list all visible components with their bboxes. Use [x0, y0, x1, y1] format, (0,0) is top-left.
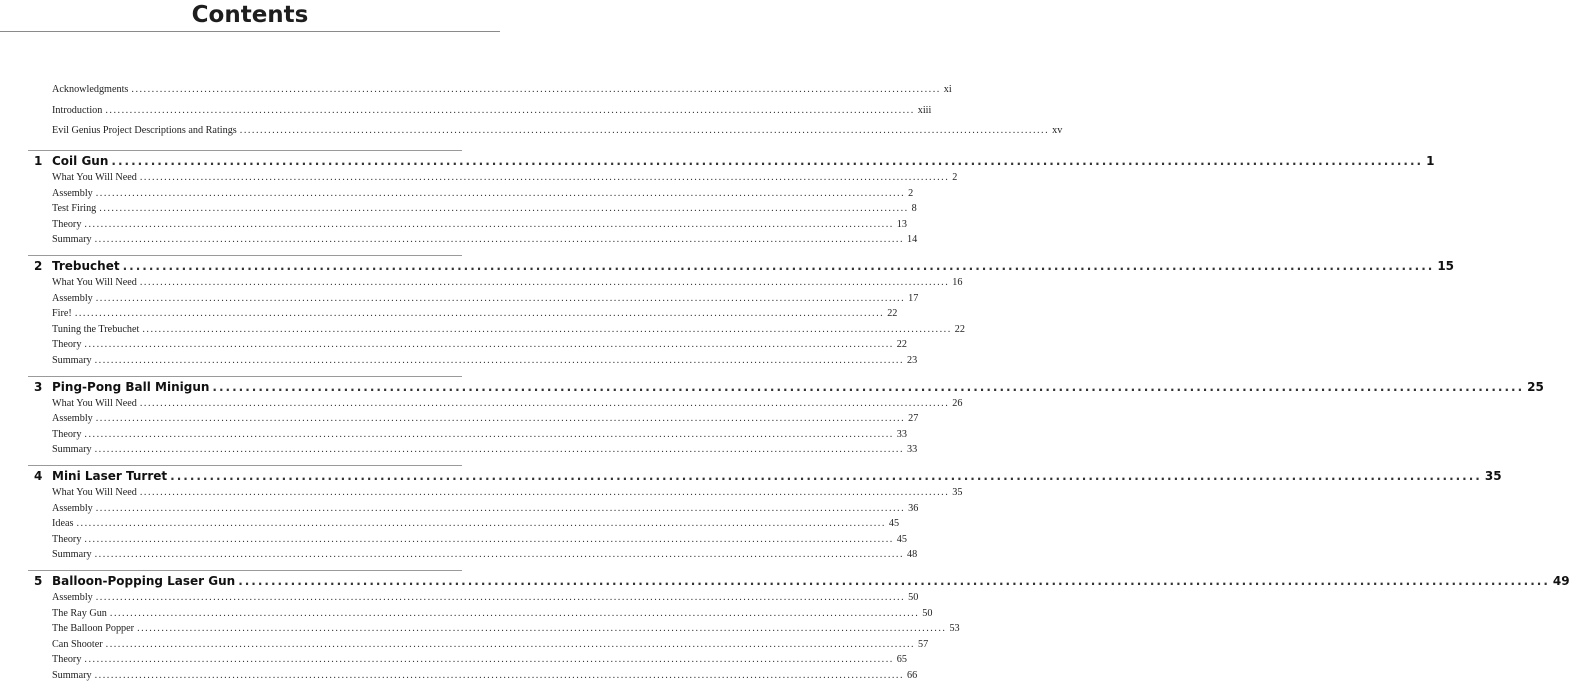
dot-leader: ........................................................................................................................................................................................................ — [95, 413, 906, 425]
chapter-number: 2 — [34, 259, 43, 273]
chapter-title — [34, 154, 108, 168]
page-number: 33 — [907, 444, 918, 456]
entry-label: Fire! — [52, 308, 72, 320]
page-number: xv — [1052, 125, 1063, 136]
page-number: 14 — [907, 234, 918, 246]
chapter-heading[interactable] — [34, 469, 1502, 483]
section-entry[interactable] — [52, 292, 919, 304]
page-number: 45 — [896, 533, 907, 545]
dot-leader: ........................................................................................................................................................................................................ — [74, 308, 885, 320]
page-number: 48 — [907, 549, 918, 561]
chapter-divider — [28, 376, 462, 377]
section-entry[interactable] — [52, 413, 919, 425]
entry-label: Summary — [52, 444, 92, 456]
section-entry[interactable] — [52, 654, 907, 666]
section-entry[interactable] — [52, 444, 918, 456]
entry-label: Acknowledgments — [52, 84, 129, 95]
page-number: 57 — [918, 638, 929, 650]
dot-leader: ........................................................................................................................................................................................................ — [111, 154, 1424, 168]
entry-label: Summary — [52, 549, 92, 561]
page-number: 53 — [949, 623, 960, 635]
page-number: 35 — [1484, 469, 1502, 483]
entry-label: Summary — [52, 234, 92, 246]
dot-leader: ........................................................................................................................................................................................................ — [131, 84, 941, 95]
page-number: 27 — [908, 413, 919, 425]
chapter-number: 4 — [34, 469, 43, 483]
section-entry[interactable] — [52, 339, 907, 351]
chapter-title — [34, 469, 167, 483]
chapter-title — [34, 380, 209, 394]
chapter-divider — [28, 255, 462, 256]
dot-leader: ........................................................................................................................................................................................................ — [95, 502, 906, 514]
chapter-divider — [28, 570, 462, 571]
entry-label: Summary — [52, 355, 92, 366]
section-entry[interactable] — [52, 670, 918, 681]
page-number: 13 — [896, 218, 907, 230]
page-number: 66 — [907, 670, 918, 681]
entry-label: What You Will Need — [52, 172, 137, 183]
dot-leader: ........................................................................................................................................................................................................ — [105, 104, 915, 116]
dot-leader: ........................................................................................................................................................................................................ — [122, 259, 1435, 273]
page-number: 50 — [908, 592, 919, 603]
dot-leader: ........................................................................................................................................................................................................ — [139, 397, 950, 409]
section-entry[interactable] — [52, 502, 919, 514]
section-entry[interactable] — [52, 623, 960, 635]
chapter-divider — [28, 465, 462, 466]
dot-leader: ........................................................................................................................................................................................................ — [238, 574, 1550, 588]
entry-label: Assembly — [52, 413, 93, 425]
dot-leader: ........................................................................................................................................................................................................ — [137, 623, 947, 635]
dot-leader: ........................................................................................................................................................................................................ — [76, 518, 886, 530]
entry-label: Assembly — [52, 292, 93, 304]
chapter-number: 3 — [34, 379, 43, 394]
page-number: 17 — [908, 292, 919, 304]
page-number: 45 — [888, 518, 900, 530]
entry-label: Test Firing — [52, 203, 97, 215]
entry-label: The Ray Gun — [52, 607, 107, 619]
entry-label: Introduction — [52, 104, 103, 116]
entry-label: Assembly — [52, 502, 93, 514]
front-matter-entry[interactable] — [52, 125, 1063, 136]
front-matter-entry[interactable] — [52, 104, 932, 116]
dot-leader: ........................................................................................................................................................................................................ — [94, 444, 904, 456]
entry-label: Ideas — [52, 518, 74, 530]
dot-leader: ........................................................................................................................................................................................................ — [95, 292, 906, 304]
front-matter-entry[interactable] — [52, 84, 952, 95]
section-entry[interactable] — [52, 277, 963, 288]
page-number: 23 — [907, 355, 918, 366]
dot-leader: ........................................................................................................................................................................................................ — [84, 428, 894, 440]
entry-label: Theory — [52, 533, 82, 545]
page-number: 35 — [952, 487, 963, 498]
entry-label: What You Will Need — [52, 397, 137, 409]
section-entry[interactable] — [52, 592, 919, 603]
entry-label: What You Will Need — [52, 277, 137, 288]
section-entry[interactable] — [52, 607, 933, 619]
chapter-heading[interactable] — [34, 379, 1544, 394]
page-number: 26 — [952, 397, 963, 409]
section-entry[interactable] — [52, 487, 963, 498]
entry-label: Summary — [52, 670, 92, 681]
page-number: 49 — [1552, 574, 1570, 588]
section-entry[interactable] — [52, 234, 918, 246]
entry-label: Evil Genius Project Descriptions and Ratings — [52, 125, 237, 136]
section-entry[interactable] — [52, 308, 898, 320]
dot-leader: ........................................................................................................................................................................................................ — [105, 638, 916, 650]
dot-leader: ........................................................................................................................................................................................................ — [142, 323, 952, 335]
dot-leader: ........................................................................................................................................................................................................ — [139, 172, 950, 183]
section-entry[interactable] — [52, 518, 900, 530]
entry-label: The Balloon Popper — [52, 623, 135, 635]
page-number: 2 — [952, 172, 958, 183]
chapter-title-text: Balloon-Popping Laser Gun — [52, 574, 236, 588]
dot-leader: ........................................................................................................................................................................................................ — [99, 203, 909, 215]
dot-leader: ........................................................................................................................................................................................................ — [94, 234, 904, 246]
page-number: 25 — [1527, 379, 1544, 394]
dot-leader: ........................................................................................................................................................................................................ — [139, 487, 950, 498]
dot-leader: ........................................................................................................................................................................................................ — [95, 187, 906, 199]
chapter-heading[interactable] — [34, 259, 1455, 273]
chapter-title-text: Ping-Pong Ball Minigun — [52, 379, 210, 394]
chapter-title-text: Mini Laser Turret — [52, 469, 168, 483]
chapter-title-text: Coil Gun — [52, 154, 109, 168]
page-number: 22 — [887, 308, 898, 320]
chapter-heading[interactable] — [34, 574, 1570, 588]
section-entry[interactable] — [52, 638, 929, 650]
section-entry[interactable] — [52, 549, 918, 561]
section-entry[interactable] — [52, 203, 917, 215]
page-number: 15 — [1437, 259, 1455, 273]
dot-leader: ........................................................................................................................................................................................................ — [94, 670, 904, 681]
dot-leader: ........................................................................................................................................................................................................ — [94, 355, 904, 366]
dot-leader: ........................................................................................................................................................................................................ — [94, 549, 904, 561]
page-number: xiii — [917, 104, 932, 116]
section-entry[interactable] — [52, 533, 907, 545]
dot-leader: ........................................................................................................................................................................................................ — [95, 592, 906, 603]
section-entry[interactable] — [52, 218, 907, 230]
page-number: 65 — [896, 654, 907, 666]
entry-label: Assembly — [52, 592, 93, 603]
chapter-title — [34, 574, 235, 588]
entry-label: What You Will Need — [52, 487, 137, 498]
entry-label: Theory — [52, 654, 82, 666]
chapter-number: 5 — [34, 574, 43, 588]
dot-leader: ........................................................................................................................................................................................................ — [84, 339, 894, 351]
page-number: xi — [943, 84, 952, 95]
page-number: 36 — [908, 502, 919, 514]
section-entry[interactable] — [52, 428, 907, 440]
section-entry[interactable] — [52, 172, 958, 183]
page-number: 1 — [1426, 154, 1435, 168]
section-entry[interactable] — [52, 397, 963, 409]
entry-label: Assembly — [52, 187, 93, 199]
page-number: 8 — [911, 203, 917, 215]
dot-leader: ........................................................................................................................................................................................................ — [212, 379, 1525, 394]
dot-leader: ........................................................................................................................................................................................................ — [84, 654, 894, 666]
page-number: 33 — [896, 428, 907, 440]
entry-label: Theory — [52, 218, 82, 230]
entry-label: Theory — [52, 428, 82, 440]
section-entry[interactable] — [52, 187, 914, 199]
entry-label: Theory — [52, 339, 82, 351]
page-number: 22 — [896, 339, 907, 351]
dot-leader: ........................................................................................................................................................................................................ — [84, 533, 894, 545]
chapter-title-text: Trebuchet — [52, 259, 120, 273]
dot-leader: ........................................................................................................................................................................................................ — [139, 277, 950, 288]
page-number: 50 — [922, 607, 933, 619]
page-number: 16 — [952, 277, 963, 288]
dot-leader: ........................................................................................................................................................................................................ — [170, 469, 1482, 483]
section-entry[interactable] — [52, 355, 918, 366]
page-number: 22 — [954, 323, 965, 335]
dot-leader: ........................................................................................................................................................................................................ — [84, 218, 894, 230]
dot-leader: ........................................................................................................................................................................................................ — [239, 125, 1050, 136]
entry-label: Can Shooter — [52, 638, 103, 650]
dot-leader: ........................................................................................................................................................................................................ — [109, 607, 920, 619]
chapter-divider — [28, 150, 462, 151]
page-title: Contents — [191, 2, 309, 28]
entry-label: Tuning the Trebuchet — [52, 323, 140, 335]
page-number: 2 — [908, 187, 914, 199]
chapter-title — [34, 259, 120, 273]
section-entry[interactable] — [52, 323, 965, 335]
chapter-heading[interactable] — [34, 154, 1435, 168]
chapter-number: 1 — [34, 154, 43, 168]
